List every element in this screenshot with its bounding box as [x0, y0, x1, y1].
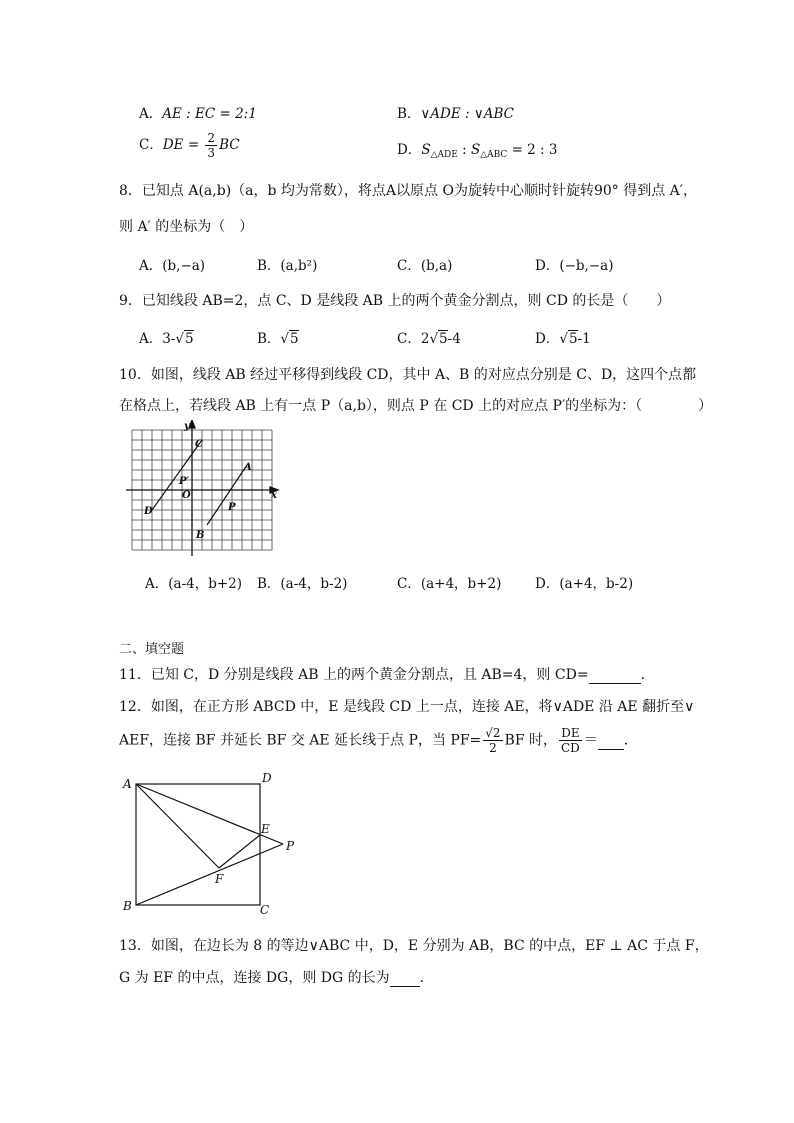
- q8-line2: 则 A′ 的坐标为（ ）: [119, 219, 254, 235]
- q12-line1: 12．如图，在正方形 ABCD 中，E 是线段 CD 上一点，连接 AE，将∨ADE 沿 AE 翻折至∨: [119, 699, 695, 715]
- q8-option-a: A．(b,−a): [139, 258, 206, 274]
- label-e: E: [261, 822, 270, 836]
- q11-answer-blank: [589, 667, 641, 684]
- label-o: O: [182, 490, 191, 501]
- q7-option-b: B．∨ADE : ∨ABC: [397, 106, 514, 122]
- label-a: A: [244, 462, 252, 473]
- segment-ab: [207, 465, 247, 525]
- q10-option-d: D．(a+4，b-2): [535, 576, 634, 592]
- q12-answer-blank: [598, 733, 624, 750]
- q8-option-c: C．(b,a): [397, 258, 453, 274]
- q10-line2: 在格点上，若线段 AB 上有一点 P（a,b），则点 P 在 CD 上的对应点 P′的坐标为：（ ）: [119, 398, 713, 414]
- q10-grid-figure: [122, 420, 287, 560]
- q13-answer-blank: [390, 970, 420, 987]
- q9-option-b: B．√5: [257, 331, 299, 347]
- q7-option-c: C．DE = $\frac{2}{3}$ BC: [139, 131, 240, 160]
- q9-option-a: A．3-√5: [139, 331, 194, 347]
- q10-line1: 10．如图，线段 AB 经过平移得到线段 CD，其中 A、B 的对应点分别是 C、D，这四个点都: [119, 367, 697, 383]
- label-p: P: [286, 839, 295, 853]
- label-p-prime: P′: [179, 476, 190, 487]
- q9-text: 9．已知线段 AB=2，点 C、D 是线段 AB 上的两个黄金分割点，则 CD 的长是（ ）: [119, 293, 671, 309]
- label-d: D: [144, 506, 153, 517]
- label-b: B: [123, 899, 132, 913]
- q8-option-b: B．(a,b²): [257, 258, 318, 274]
- label-b: B: [196, 530, 205, 541]
- q7-option-d: D．$S_{\triangle ADE}$ : $S_{\triangle ABC} = 2$ : 3: [397, 142, 558, 160]
- label-y: y: [184, 421, 190, 432]
- q10-option-a: A．(a-4，b+2): [145, 576, 243, 592]
- q8-option-d: D．(−b,−a): [535, 258, 614, 274]
- label-c: C: [195, 439, 203, 450]
- line-fe: [219, 835, 260, 868]
- q13-line1: 13．如图，在边长为 8 的等边∨ABC 中，D，E 分别为 AB，BC 的中点，EF ⊥ AC 于点 F，: [119, 938, 709, 954]
- q12-square-figure: [118, 768, 308, 920]
- line-af: [136, 784, 219, 868]
- q10-option-b: B．(a-4，b-2): [257, 576, 348, 592]
- q12-line2: AEF，连接 BF 并延长 BF 交 AE 延长线于点 P，当 PF= $\frac{√2}{2}$ BF 时， $\frac{DE}{CD}$ ＝ ．: [119, 726, 638, 755]
- label-p: P: [228, 502, 236, 513]
- label-f: F: [215, 872, 224, 886]
- q11-text: 11．已知 C，D 分别是线段 AB 上的两个黄金分割点，且 AB=4，则 CD= .: [119, 667, 646, 683]
- q13-line2: G 为 EF 的中点，连接 DG，则 DG 的长为 ．: [119, 970, 434, 986]
- segment-cd: [152, 440, 202, 510]
- label-d: D: [262, 771, 272, 785]
- label-a: A: [123, 777, 132, 791]
- label-x: x: [271, 490, 277, 501]
- q7-option-a: A．AE : EC = 2:1: [139, 106, 257, 122]
- q9-option-d: D．√5-1: [535, 331, 591, 347]
- q9-option-c: C．2√5-4: [397, 331, 461, 347]
- label-c: C: [260, 903, 270, 917]
- section-title: 二、填空题: [119, 642, 185, 657]
- q10-option-c: C．(a+4，b+2): [397, 576, 502, 592]
- line-bp: [136, 844, 283, 905]
- q8-line1: 8．已知点 A(a,b)（a，b 均为常数），将点A以原点 O为旋转中心顺时针旋转90° 得到点 A′，: [119, 183, 697, 199]
